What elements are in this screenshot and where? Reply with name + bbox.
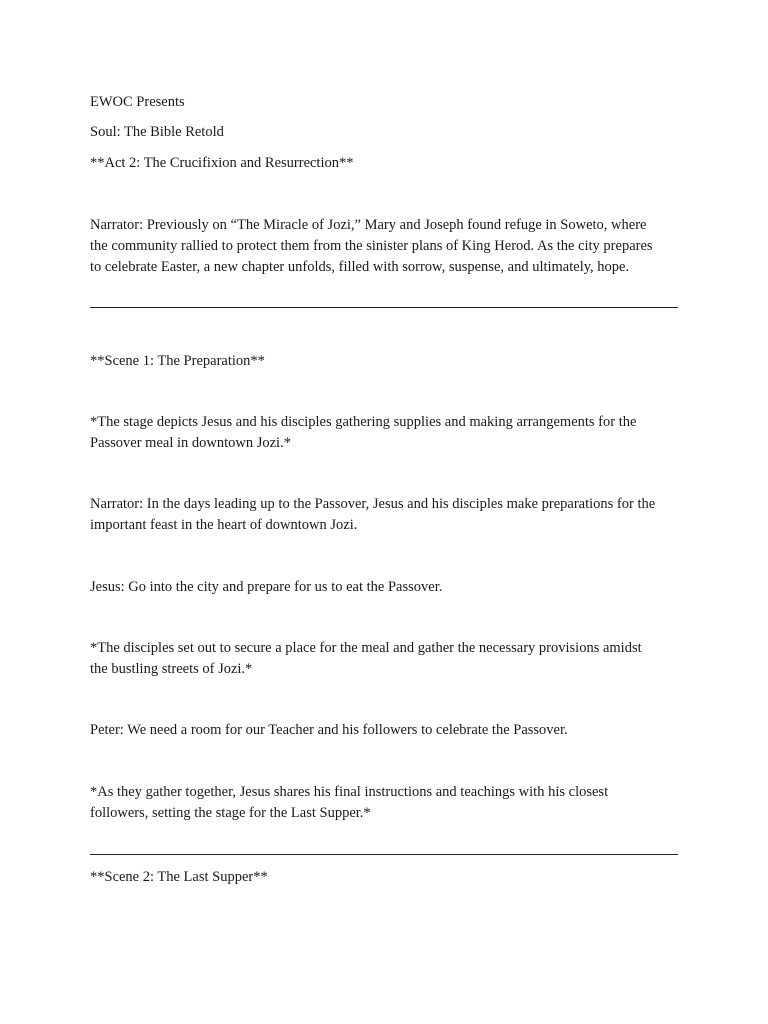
text-line: followers, setting the stage for the Last Supper.* [90,805,371,821]
stage-direction [90,638,682,680]
text-line: *The disciples set out to secure a place for the meal and gather the necessary provisions amidst [90,640,642,656]
text-line: Narrator: Previously on “The Miracle of Jozi,” Mary and Joseph found refuge in Soweto, where [90,217,647,233]
text-line: to celebrate Easter, a new chapter unfolds, filled with sorrow, suspense, and ultimately, hope. [90,259,630,275]
text-line: Passover meal in downtown Jozi.* [90,435,291,451]
text-line: *As they gather together, Jesus shares his final instructions and teachings with his closest [90,784,609,800]
peter-line: Peter: We need a room for our Teacher and his followers to celebrate the Passover. [90,722,568,738]
jesus-line: Jesus: Go into the city and prepare for us to eat the Passover. [90,579,443,595]
text-line: the community rallied to protect them from the sinister plans of King Herod. As the city prepares [90,238,653,254]
intro-narration [90,215,682,278]
presenter-line: EWOC Presents [90,94,185,110]
stage-direction [90,412,682,454]
text-line: the bustling streets of Jozi.* [90,661,253,677]
scene-2-heading: **Scene 2: The Last Supper** [90,869,268,885]
scene-1-heading: **Scene 1: The Preparation** [90,353,265,369]
act-title: **Act 2: The Crucifixion and Resurrection** [90,155,354,171]
section-divider [90,307,678,308]
text-line: important feast in the heart of downtown Jozi. [90,517,358,533]
section-divider [90,854,678,855]
narrator-line [90,494,682,536]
text-line: *The stage depicts Jesus and his disciples gathering supplies and making arrangements for the [90,414,637,430]
series-title: Soul: The Bible Retold [90,124,224,140]
stage-direction [90,782,682,824]
text-line: Narrator: In the days leading up to the Passover, Jesus and his disciples make preparations for the [90,496,656,512]
